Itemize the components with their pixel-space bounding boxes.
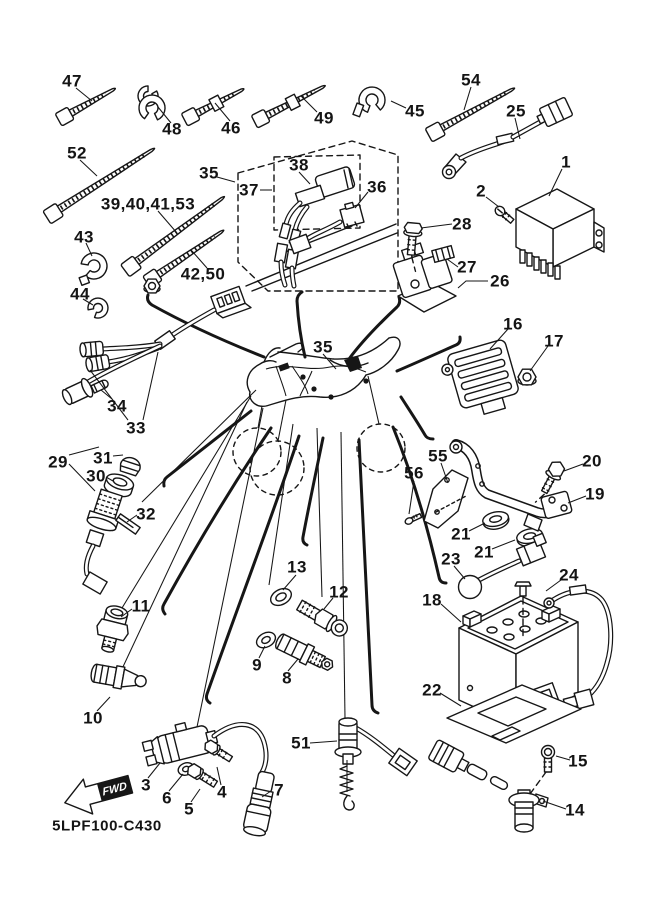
part-13-grommet <box>268 585 294 609</box>
callout-46: 46 <box>221 118 241 138</box>
part-5-bolt <box>185 762 218 789</box>
callout-30: 30 <box>86 466 106 486</box>
callout-37: 37 <box>239 180 259 200</box>
callout-1: 1 <box>561 152 571 172</box>
part-12-sensor-bolt <box>295 597 351 640</box>
callout-25: 25 <box>506 101 526 121</box>
part-10-sensor <box>89 662 147 693</box>
callout-29: 29 <box>48 452 68 472</box>
part-45-clamp <box>349 85 387 118</box>
part-51-switch <box>335 718 417 810</box>
callout-47: 47 <box>62 71 82 91</box>
callout-35-top: 35 <box>199 163 219 183</box>
callout-12: 12 <box>329 582 349 602</box>
callout-13: 13 <box>287 557 307 577</box>
callout-54: 54 <box>461 70 481 90</box>
part-9-washer <box>254 629 278 651</box>
harness-dashed-box <box>238 141 398 291</box>
callout-20: 20 <box>582 451 602 471</box>
part-17-nut <box>518 369 536 385</box>
callout-17: 17 <box>544 331 564 351</box>
callout-42-50: 42,50 <box>180 264 226 284</box>
callout-55: 55 <box>428 446 448 466</box>
part-16-rectifier-regulator <box>438 339 522 422</box>
callout-45: 45 <box>405 101 425 121</box>
callout-49: 49 <box>314 108 334 128</box>
part-36-relay <box>289 202 364 253</box>
callout-4: 4 <box>217 782 227 802</box>
callout-28: 28 <box>452 214 472 234</box>
fwd-arrow <box>60 768 135 820</box>
part-27-fuse <box>432 246 454 263</box>
callout-14: 14 <box>565 800 585 820</box>
callout-8: 8 <box>282 668 292 688</box>
callout-5: 5 <box>184 799 194 819</box>
part-14-sensor <box>428 739 548 832</box>
callout-39-40-41-53: 39,40,41,53 <box>100 194 196 214</box>
callout-16: 16 <box>503 314 523 334</box>
callout-52: 52 <box>67 143 87 163</box>
callout-24: 24 <box>559 565 579 585</box>
part-15-bolt <box>530 746 555 795</box>
callout-21-a: 21 <box>451 524 471 544</box>
part-31-cap <box>118 455 142 476</box>
callout-36: 36 <box>367 177 387 197</box>
callout-51: 51 <box>291 733 311 753</box>
part-2-screw <box>493 204 515 224</box>
callout-18: 18 <box>422 590 442 610</box>
part-11-sensor <box>92 603 134 656</box>
callout-15: 15 <box>568 751 588 771</box>
callout-44: 44 <box>70 284 90 304</box>
callout-21-b: 21 <box>474 542 494 562</box>
callout-22: 22 <box>422 680 442 700</box>
callout-2: 2 <box>476 181 486 201</box>
callout-31: 31 <box>93 448 113 468</box>
callout-26: 26 <box>490 271 510 291</box>
callout-38: 38 <box>289 155 309 175</box>
callout-34: 34 <box>107 396 127 416</box>
callout-33: 33 <box>126 418 146 438</box>
routing-lines <box>114 390 345 727</box>
part-19-bracket <box>450 441 572 531</box>
callout-9: 9 <box>252 655 262 675</box>
callout-35-mid: 35 <box>313 337 333 357</box>
callout-10: 10 <box>83 708 103 728</box>
callout-48: 48 <box>162 119 182 139</box>
callout-23: 23 <box>441 549 461 569</box>
part-56-screw <box>404 513 422 526</box>
vehicle-sketch <box>233 337 405 495</box>
callout-56: 56 <box>404 463 424 483</box>
part-1-cdi-unit <box>516 189 604 279</box>
callout-32: 32 <box>136 504 156 524</box>
callout-6: 6 <box>162 788 172 808</box>
callout-3: 3 <box>141 775 151 795</box>
part-3-ignition-coil <box>140 716 266 774</box>
part-23-battery-lead <box>459 533 552 598</box>
callout-11: 11 <box>131 596 151 616</box>
part-38-diode <box>275 166 356 286</box>
fwd-arrow-label: FWD <box>101 780 128 799</box>
callout-27: 27 <box>457 257 477 277</box>
part-54-cable-tie <box>425 82 518 142</box>
part-48-clamp <box>134 83 166 120</box>
callout-19: 19 <box>585 484 605 504</box>
diagram-code: 5LPF100-C430 <box>52 817 162 835</box>
callout-43: 43 <box>74 227 94 247</box>
callout-7: 7 <box>274 780 284 800</box>
part-21-grommet-a <box>481 509 510 531</box>
